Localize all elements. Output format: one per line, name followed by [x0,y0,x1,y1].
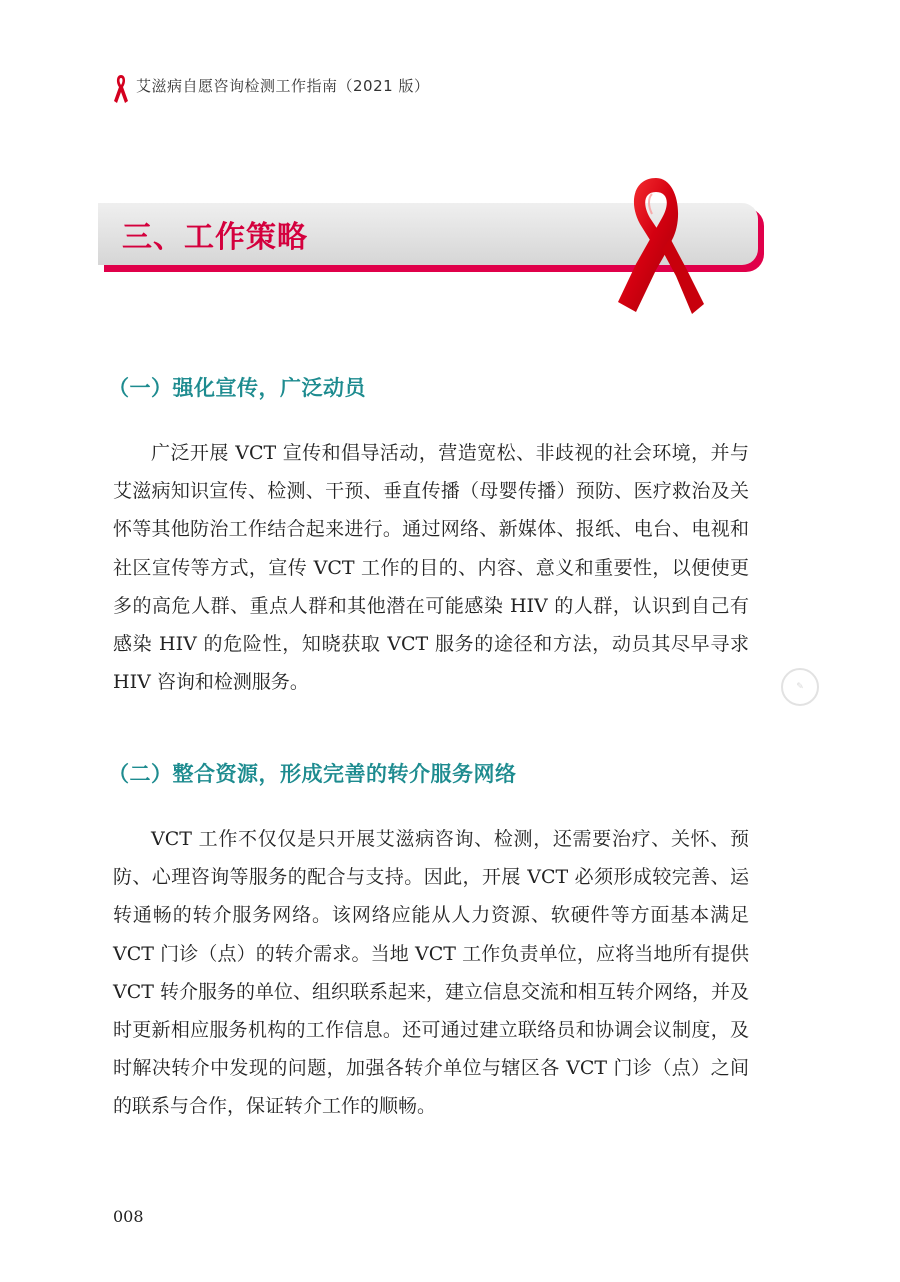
subsection-heading: （二）整合资源，形成完善的转介服务网络 [108,762,517,786]
body-paragraph: VCT 工作不仅仅是只开展艾滋病咨询、检测，还需要治疗、关怀、预防、心理咨询等服务的配合与支持。因此，开展 VCT 必须形成较完善、运转通畅的转介服务网络。该网络应能从人力资源、软硬件等方面基本满足 VCT 门诊（点）的转介需求。当地 VCT 工作负责单位，应将当地所有提供 VCT 转介服务的单位、组织联系起来，建立信息交流和相互转介网络，并及时更新相应服务机构的工作信息。还可通过建立联络员和协调会议制度，及时解决转介中发现的问题，加强各转介单位与辖区各 VCT 门诊（点）之间的联系与合作，保证转介工作的顺畅。 [113,828,749,1118]
section-title: 三、工作策略 [122,220,308,255]
running-header: 艾滋病自愿咨询检测工作指南（2021 版） [136,77,430,95]
subsection-heading: （一）强化宣传，广泛动员 [108,376,366,400]
body-paragraph: 广泛开展 VCT 宣传和倡导活动，营造宽松、非歧视的社会环境，并与艾滋病知识宣传、检测、干预、垂直传播（母婴传播）预防、医疗救治及关怀等其他防治工作结合起来进行。通过网络、新媒体、报纸、电台、电视和社区宣传等方式，宣传 VCT 工作的目的、内容、意义和重要性，以便使更多的高危人群、重点人群和其他潜在可能感染 HIV 的人群，认识到自己有感染 HIV 的危险性，知晓获取 VCT 服务的途径和方法，动员其尽早寻求 HIV 咨询和检测服务。 [113,442,749,694]
page-number: 008 [113,1207,144,1226]
red-ribbon-icon [606,172,706,320]
watermark-badge-icon: ✎ [781,668,819,706]
red-ribbon-icon [113,74,129,104]
